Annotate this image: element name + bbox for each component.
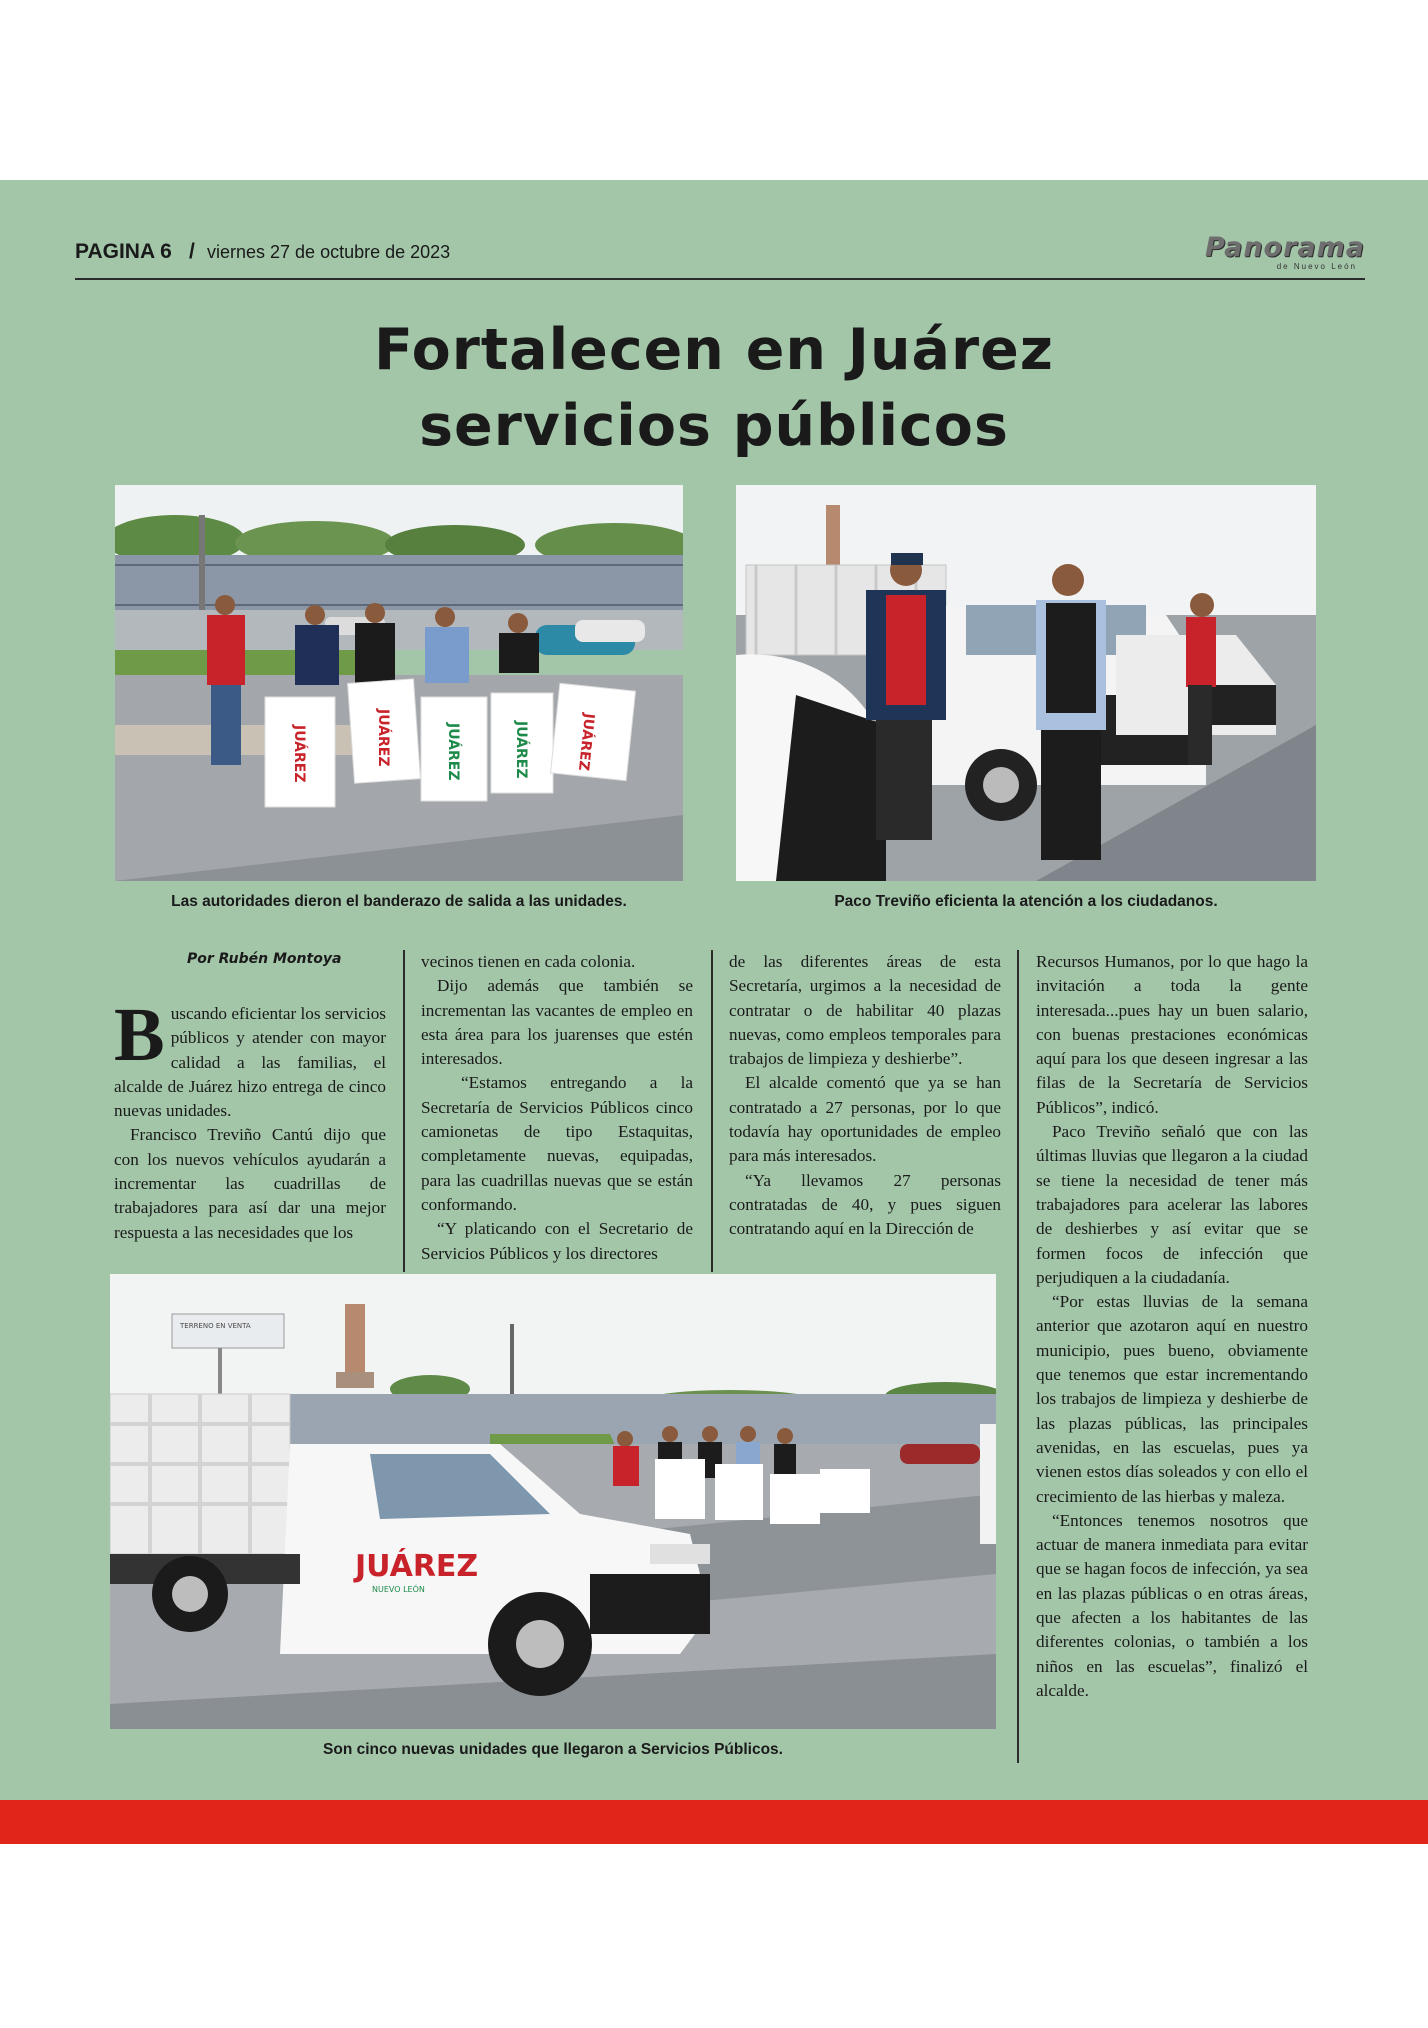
photo-3-caption: Son cinco nuevas unidades que llegaron a Servicios Públicos. [323,1741,783,1758]
article-column-3 [729,950,1001,1242]
paragraph: “Ya llevamos 27 personas contratadas de 40, y pues siguen contratando aquí en la Dirección de [729,1170,1001,1239]
bottom-color-band [0,1800,1428,1844]
article-byline: Por Rubén Montoya [187,951,342,967]
svg-text:JUÁREZ: JUÁREZ [575,712,597,772]
paragraph: El alcalde comentó que ya se han contratado a 27 personas, por lo que todavía hay oportunidades de empleo para más interesados. [729,1073,1001,1166]
page-header [75,232,1365,280]
paragraph: Paco Treviño señaló que con las últimas lluvias que llegaron a la ciudad se tiene la necesidad de tener más trabajadores para acelerar las labores de deshierbes y así evitar que se formen focos de infección que perjudiquen a la ciudadanía. [1036,1122,1308,1287]
article-column-1 [114,993,386,1245]
drop-cap: B [114,993,165,1077]
column-divider [1017,950,1019,1763]
svg-text:JUÁREZ: JUÁREZ [445,723,461,781]
photo-1-caption: Las autoridades dieron el banderazo de salida a las unidades. [171,893,627,910]
photo-new-trucks [110,1274,996,1729]
paragraph: Dijo además que también se incrementan las vacantes de empleo en esta área para los juarenses que estén interesados. [421,976,693,1069]
paragraph: Recursos Humanos, por lo que hago la invitación a toda la gente interesada...pues hay un buen salario, con buenas prestaciones económicas aquí para los que deseen ingresar a las filas de la Secretaría de Servicios Públicos”, indicó. [1036,952,1308,1117]
paragraph: “Entonces tenemos nosotros que actuar de manera inmediata para evitar que se hagan focos de infección, ya sea en las plazas públicas o en otras áreas, que afecten a los habitantes de las diferentes colonias, o también a los niños en las escuelas”, finalizó el alcalde. [1036,1510,1308,1700]
article-column-4 [1036,950,1308,1703]
svg-text:JUÁREZ: JUÁREZ [375,709,391,767]
photo-2-caption: Paco Treviño eficienta la atención a los ciudadanos. [834,893,1218,910]
article-column-2 [421,950,693,1266]
headline-line-2: servicios públicos [419,393,1009,459]
paragraph: de las diferentes áreas de esta Secretaría, urgimos a la necesidad de contratar o de habilitar 40 plazas nuevas, como empleos temporales para trabajos de limpieza y deshierbe”. [729,952,1001,1069]
svg-text:JUÁREZ: JUÁREZ [513,721,529,779]
panorama-logo [1165,232,1365,274]
truck-logo-text: JUÁREZ [355,1549,479,1584]
publication-date: viernes 27 de octubre de 2023 [207,242,451,262]
logo-text: Panorama [1205,232,1365,263]
paragraph: “Estamos entregando a la Secretaría de Servicios Públicos cinco camionetas de tipo Estaquitas, completamente nuevas, equipadas, para las cuadrillas nuevas que se están conformando. [421,1073,693,1214]
headline-line-1: Fortalecen en Juárez [374,317,1054,383]
paragraph-lead: Buscando eficientar los servicios públicos y atender con mayor calidad a las familias, el alcalde de Juárez hizo entrega de cinco nuevas unidades. [114,993,386,1121]
paragraph: “Por estas lluvias de la semana anterior que azotaron aquí en nuestro municipio, pues bueno, obviamente que tenemos que estar incrementando los trabajos de limpieza y deshierbe de las plazas públicas, las principales avenidas, en las escuelas, pues ya vienen estos días soleados y con ello el crecimiento de las hierbas y maleza. [1036,1292,1308,1506]
photo-flag-ceremony [115,485,683,881]
sign-text: TERRENO EN VENTA [180,1322,251,1330]
header-separator: / [189,240,195,263]
column-divider [403,950,405,1272]
page-number: PAGINA 6 [75,240,172,263]
svg-text:JUÁREZ: JUÁREZ [291,725,307,783]
paragraph: vecinos tienen en cada colonia. [421,952,636,971]
paragraph: “Y platicando con el Secretario de Servicios Públicos y los directores [421,1219,693,1263]
truck-logo-subtext: NUEVO LEÓN [372,1585,425,1594]
logo-subtext: de Nuevo León [1276,262,1357,271]
column-divider [711,950,713,1272]
article-headline [200,312,1228,464]
photo-key-handover [736,485,1316,881]
paragraph: Francisco Treviño Cantú dijo que con los nuevos vehículos ayudarán a incrementar las cuadrillas de trabajadores para así dar una mejor respuesta a las necesidades que los [114,1125,386,1242]
